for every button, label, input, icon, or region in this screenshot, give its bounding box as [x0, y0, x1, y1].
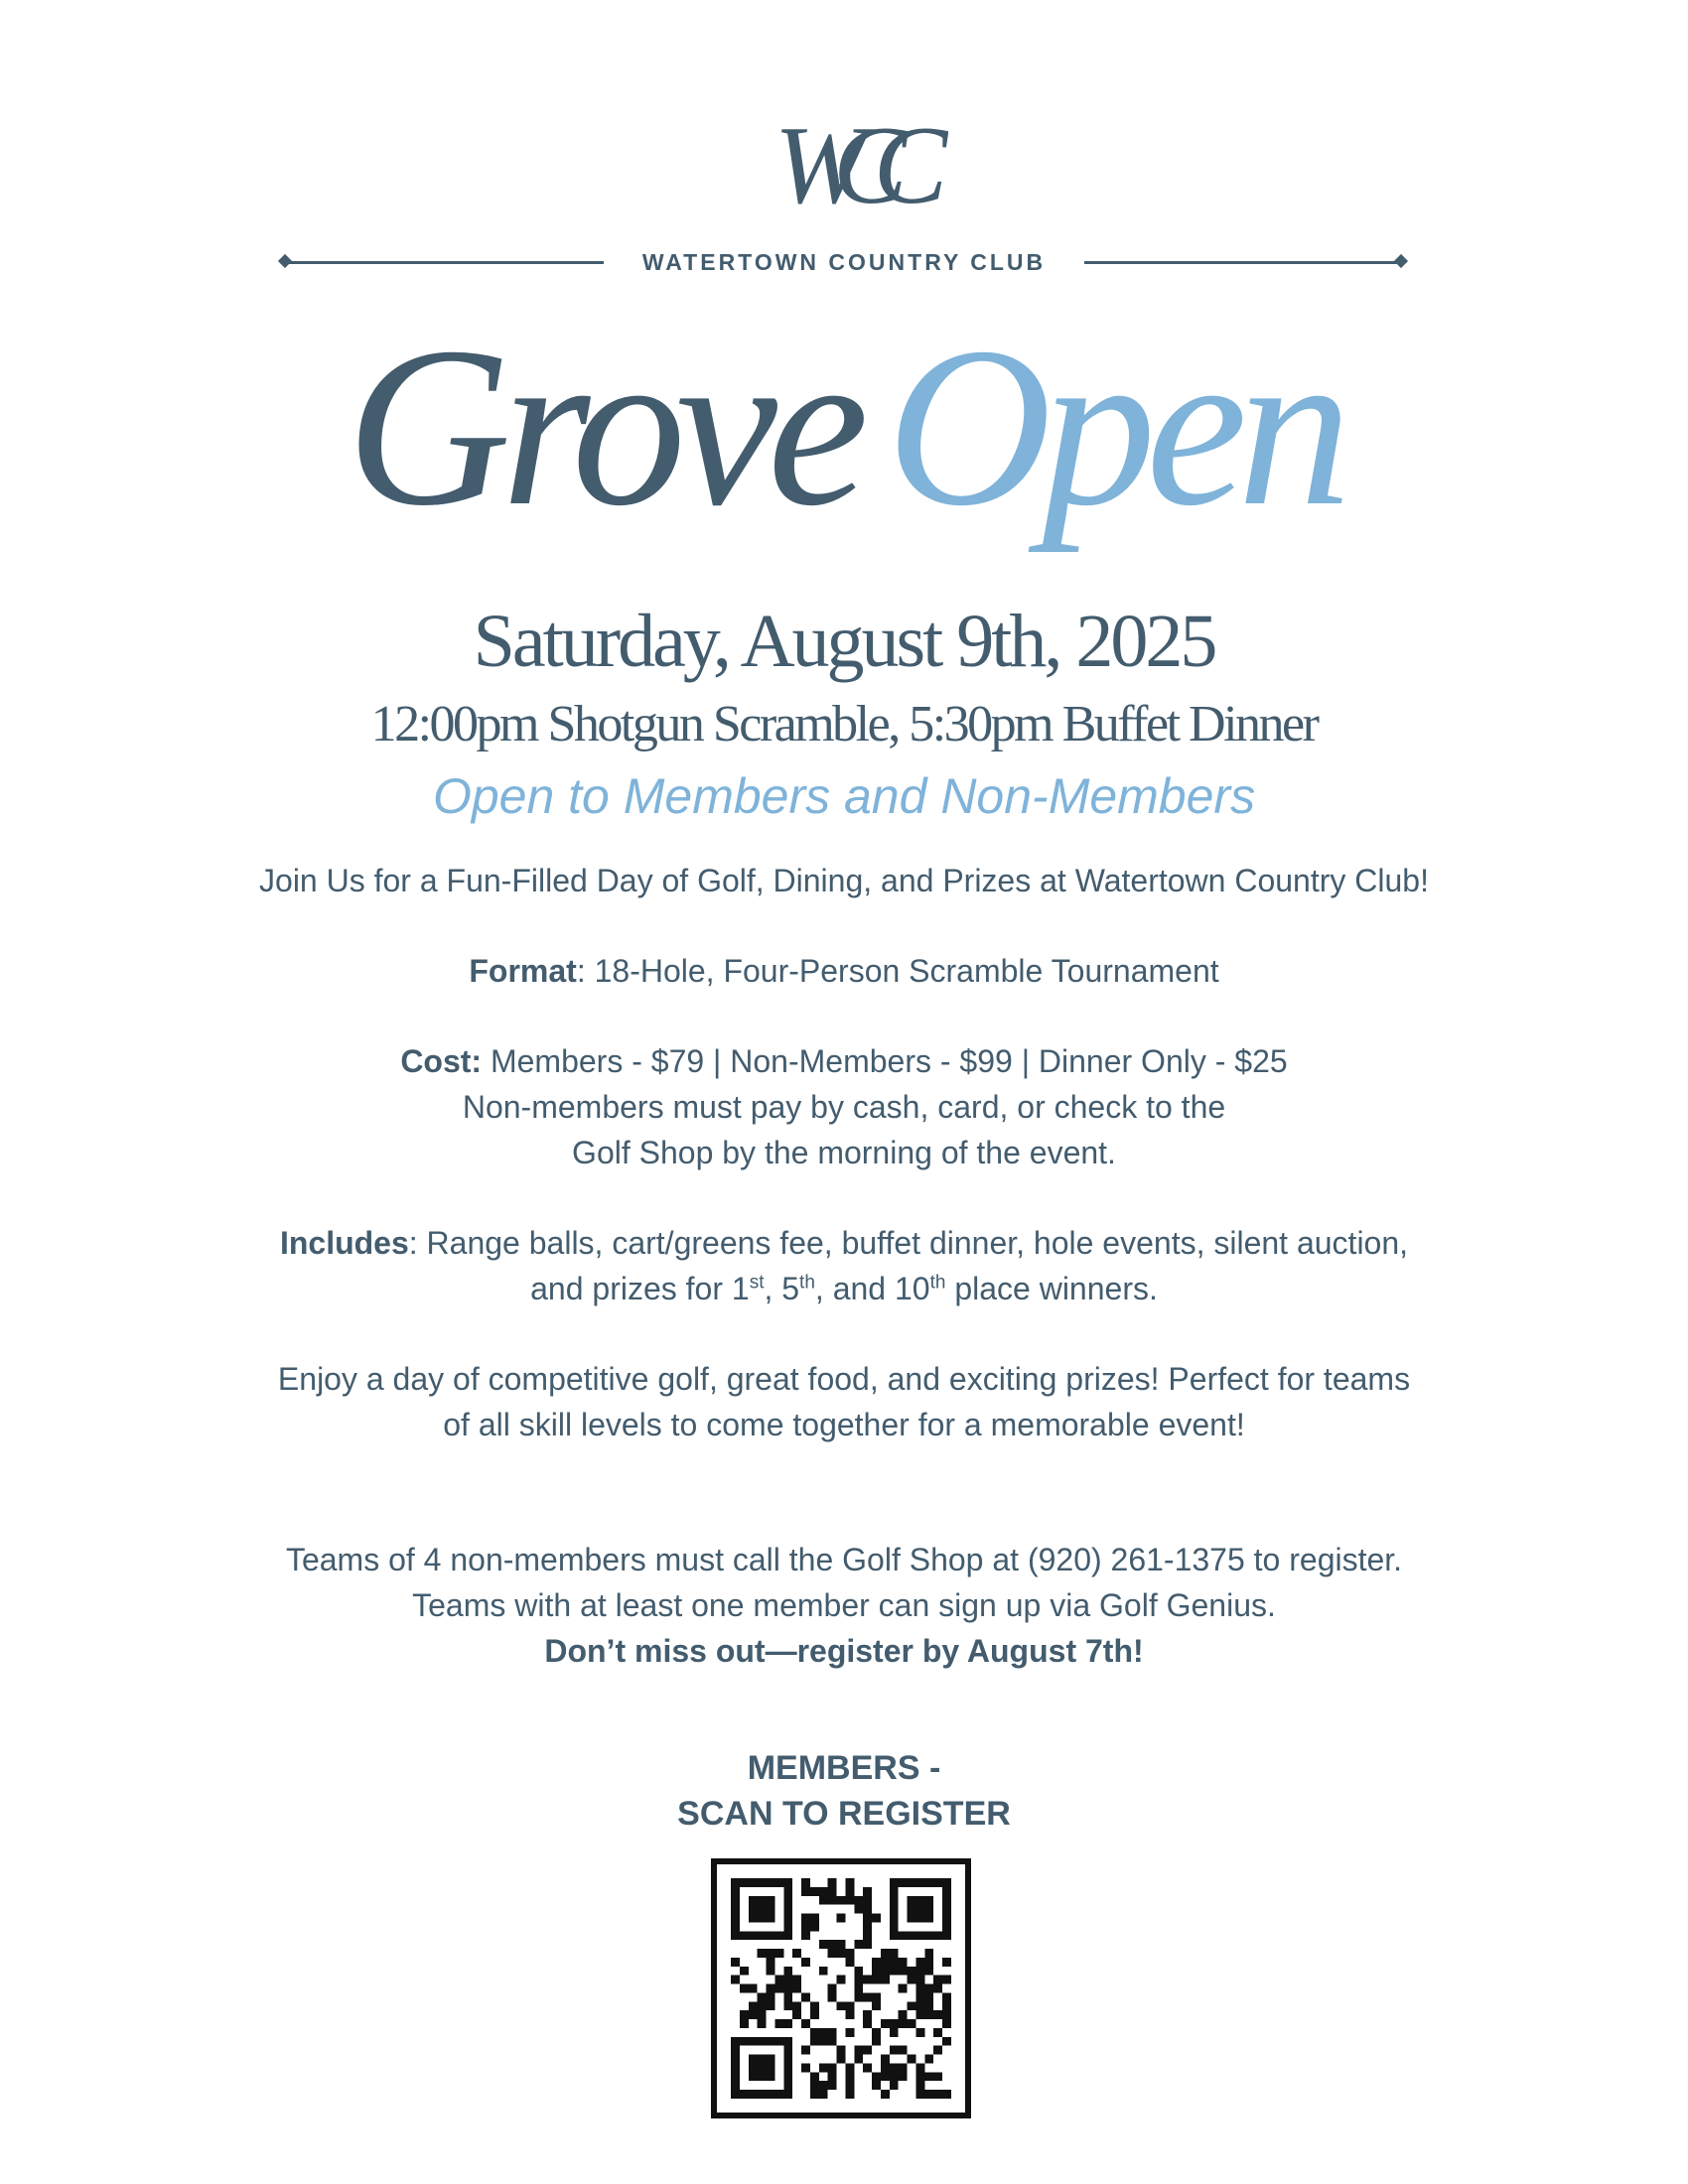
qr-module: [908, 1967, 916, 1976]
qr-module: [924, 2072, 933, 2081]
qr-module: [801, 1931, 810, 1940]
qr-module: [774, 1949, 783, 1958]
qr-module: [828, 2037, 837, 2046]
qr-module: [792, 2001, 801, 2010]
register-line2: Teams with at least one member can sign up via Golf Genius.: [412, 1587, 1276, 1623]
qr-module: [872, 2081, 881, 2090]
cost-note-line1: Non-members must pay by cash, card, or check to the: [462, 1089, 1226, 1125]
qr-module: [942, 2010, 951, 2019]
qr-module: [783, 2001, 792, 2010]
qr-module: [792, 2010, 801, 2019]
cta-line1: MEMBERS -: [747, 1749, 941, 1787]
qr-module: [915, 1984, 924, 1993]
qr-module: [933, 2028, 942, 2037]
qr-module: [767, 1984, 775, 1993]
qr-module: [758, 1992, 767, 2001]
qr-module: [767, 1992, 775, 2001]
qr-module: [740, 2010, 749, 2019]
qr-module: [890, 2028, 899, 2037]
qr-module: [828, 2081, 837, 2090]
qr-module: [890, 2063, 899, 2072]
qr-module: [908, 2001, 916, 2010]
qr-finder-center: [749, 1896, 775, 1923]
qr-module: [942, 2037, 951, 2046]
includes-prize-text: and prizes for 1: [530, 1271, 750, 1306]
qr-module: [749, 1984, 758, 1993]
qr-module: [828, 2063, 837, 2072]
qr-module: [774, 2019, 783, 2028]
qr-module: [854, 1940, 863, 1949]
includes-text: : Range balls, cart/greens fee, buffet dinner, hole events, silent auction,: [408, 1225, 1409, 1261]
qr-module: [758, 2019, 767, 2028]
qr-module: [872, 2001, 881, 2010]
qr-module: [854, 1905, 863, 1914]
qr-module: [881, 1976, 890, 1984]
qr-module: [749, 2001, 758, 2010]
qr-module: [908, 2019, 916, 2028]
qr-module: [881, 2055, 890, 2064]
qr-module: [845, 2010, 854, 2019]
divider-line-left: [286, 261, 604, 264]
qr-module: [837, 1976, 846, 1984]
qr-module: [783, 1976, 792, 1984]
format-label: Format: [469, 953, 577, 989]
qr-module: [801, 1878, 810, 1887]
qr-module: [837, 2001, 846, 2010]
qr-module: [828, 1992, 837, 2001]
qr-module: [872, 1976, 881, 1984]
qr-module: [810, 2072, 819, 2081]
qr-module: [908, 1976, 916, 1984]
qr-module: [845, 2090, 854, 2099]
qr-module: [933, 2090, 942, 2099]
qr-module: [810, 2001, 819, 2010]
qr-module: [837, 2055, 846, 2064]
qr-module: [845, 1958, 854, 1967]
qr-module: [854, 1896, 863, 1905]
qr-module: [924, 2055, 933, 2064]
qr-module: [872, 2037, 881, 2046]
qr-module: [924, 1949, 933, 1958]
qr-module: [915, 1992, 924, 2001]
format-line: [0, 948, 1688, 994]
qr-module: [881, 1958, 890, 1967]
members-scan-cta: [0, 1745, 1688, 1837]
ordinal-suffix: th: [799, 1272, 815, 1294]
qr-module: [828, 1984, 837, 1993]
qr-module: [810, 1922, 819, 1931]
qr-module: [942, 1976, 951, 1984]
qr-module: [828, 1878, 837, 1887]
qr-module: [837, 1914, 846, 1923]
qr-module: [819, 2028, 828, 2037]
qr-module: [774, 1984, 783, 1993]
qr-module: [749, 2010, 758, 2019]
qr-module: [915, 2090, 924, 2099]
event-eligibility: Open to Members and Non-Members: [432, 768, 1256, 824]
qr-module: [845, 2001, 854, 2010]
qr-module: [863, 1992, 872, 2001]
qr-module: [854, 1992, 863, 2001]
qr-module: [845, 1887, 854, 1896]
svg-text:WCC: WCC: [774, 104, 914, 220]
qr-module: [819, 1896, 828, 1905]
qr-module: [924, 1958, 933, 1967]
qr-module: [828, 1887, 837, 1896]
qr-module: [915, 2063, 924, 2072]
qr-module: [767, 2001, 775, 2010]
qr-module: [828, 1949, 837, 1958]
register-line1: Teams of 4 non-members must call the Golf Shop at (920) 261-1375 to register.: [285, 1542, 1403, 1577]
qr-module: [854, 1984, 863, 1993]
qr-module: [933, 2010, 942, 2019]
qr-module: [915, 2081, 924, 2090]
qr-module: [863, 1905, 872, 1914]
includes-line2: [0, 1266, 1688, 1311]
qr-module: [881, 2063, 890, 2072]
title-word-grove: Grove: [346, 300, 860, 553]
qr-module: [863, 1914, 872, 1923]
qr-module: [863, 2046, 872, 2055]
qr-module: [845, 1949, 854, 1958]
qr-module: [828, 1896, 837, 1905]
qr-module: [854, 2055, 863, 2064]
qr-module: [872, 1992, 881, 2001]
qr-module: [845, 2063, 854, 2072]
qr-module: [863, 1922, 872, 1931]
qr-module: [854, 2046, 863, 2055]
qr-module: [801, 1887, 810, 1896]
register-deadline: Don’t miss out—register by August 7th!: [544, 1633, 1144, 1669]
qr-module: [881, 1949, 890, 1958]
qr-module: [863, 1976, 872, 1984]
qr-module: [872, 1958, 881, 1967]
qr-module: [942, 2090, 951, 2099]
qr-module: [924, 2001, 933, 2010]
qr-module: [890, 1967, 899, 1976]
qr-module: [872, 1914, 881, 1923]
qr-module: [810, 2037, 819, 2046]
qr-module: [810, 1887, 819, 1896]
qr-module: [828, 2028, 837, 2037]
qr-module: [819, 2037, 828, 2046]
club-name-rule: [280, 250, 1408, 274]
qr-module: [819, 2081, 828, 2090]
qr-module: [942, 2019, 951, 2028]
qr-module: [845, 2072, 854, 2081]
qr-module: [801, 2063, 810, 2072]
qr-module: [783, 1967, 792, 1976]
qr-module: [863, 1896, 872, 1905]
qr-module: [915, 1967, 924, 1976]
qr-module: [933, 1984, 942, 1993]
qr-module: [915, 2028, 924, 2037]
qr-module: [915, 2001, 924, 2010]
qr-module: [845, 2081, 854, 2090]
qr-module: [890, 2072, 899, 2081]
qr-module: [819, 2090, 828, 2099]
cost-label: Cost:: [400, 1043, 483, 1079]
qr-module: [933, 2046, 942, 2055]
qr-module: [942, 2001, 951, 2010]
qr-module: [819, 1967, 828, 1976]
qr-module: [801, 1958, 810, 1967]
qr-module: [837, 2046, 846, 2055]
qr-module: [801, 1922, 810, 1931]
qr-module: [792, 1949, 801, 1958]
qr-module: [828, 1940, 837, 1949]
qr-module: [899, 1958, 908, 1967]
qr-module: [810, 2010, 819, 2019]
qr-module: [731, 1976, 740, 1984]
qr-module: [872, 2072, 881, 2081]
qr-module: [899, 2063, 908, 2072]
ordinal-suffix: st: [749, 1272, 765, 1294]
qr-module: [837, 1949, 846, 1958]
qr-module: [767, 1949, 775, 1958]
qr-module: [915, 2072, 924, 2081]
qr-module: [767, 1967, 775, 1976]
cta-line2: SCAN TO REGISTER: [677, 1795, 1011, 1833]
qr-module: [854, 1976, 863, 1984]
qr-module: [828, 2072, 837, 2081]
qr-module: [810, 2090, 819, 2099]
qr-module: [801, 1914, 810, 1923]
qr-module: [899, 1967, 908, 1976]
qr-module: [942, 1958, 951, 1967]
qr-module: [774, 1976, 783, 1984]
enjoy-line2: of all skill levels to come together for a memorable event!: [443, 1407, 1245, 1442]
qr-module: [933, 1976, 942, 1984]
title-word-open: Open: [887, 300, 1342, 553]
qr-module: [767, 1958, 775, 1967]
qr-module: [899, 1984, 908, 1993]
qr-module: [863, 2063, 872, 2072]
qr-finder-center: [908, 1896, 934, 1923]
qr-module: [810, 2081, 819, 2090]
qr-module: [881, 2019, 890, 2028]
qr-module: [845, 1896, 854, 1905]
qr-module: [915, 2010, 924, 2019]
qr-module: [837, 1940, 846, 1949]
monogram-icon: [740, 91, 948, 220]
event-times: 12:00pm Shotgun Scramble, 5:30pm Buffet Dinner: [370, 696, 1318, 752]
cost-note-line2: Golf Shop by the morning of the event.: [572, 1135, 1116, 1170]
enjoy-line1: Enjoy a day of competitive golf, great food, and exciting prizes! Perfect for teams: [277, 1361, 1411, 1397]
qr-module: [924, 2010, 933, 2019]
qr-module: [731, 1958, 740, 1967]
qr-module: [801, 1992, 810, 2001]
event-title: [0, 298, 1688, 556]
qr-module: [908, 2055, 916, 2064]
qr-module: [863, 1887, 872, 1896]
qr-module: [740, 2019, 749, 2028]
qr-module: [801, 2019, 810, 2028]
qr-module: [890, 2081, 899, 2090]
includes-label: Includes: [279, 1225, 409, 1261]
registration-qr-code[interactable]: [711, 1858, 971, 2118]
qr-module: [792, 1976, 801, 1984]
qr-module: [942, 1992, 951, 2001]
cost-text: Members - $79 | Non-Members - $99 | Dinner Only - $25: [482, 1043, 1288, 1079]
qr-module: [758, 2010, 767, 2019]
qr-module: [899, 2046, 908, 2055]
divider-line-right: [1084, 261, 1402, 264]
qr-module: [810, 2028, 819, 2037]
qr-module: [758, 2001, 767, 2010]
qr-module: [819, 1887, 828, 1896]
qr-module: [872, 2028, 881, 2037]
includes-prize-text: , and 10: [814, 1271, 930, 1306]
qr-module: [881, 2090, 890, 2099]
qr-module: [863, 1940, 872, 1949]
qr-module: [933, 2072, 942, 2081]
qr-module: [810, 1914, 819, 1923]
qr-module: [890, 2046, 899, 2055]
qr-module: [890, 2019, 899, 2028]
diamond-ornament-right: [1394, 254, 1408, 268]
qr-module: [890, 1958, 899, 1967]
qr-module: [899, 2010, 908, 2019]
qr-module: [924, 1992, 933, 2001]
qr-module: [783, 1984, 792, 1993]
qr-code-icon: [731, 1878, 951, 2099]
qr-module: [899, 2072, 908, 2081]
qr-module: [819, 1940, 828, 1949]
qr-module: [792, 1984, 801, 1993]
qr-module: [863, 2010, 872, 2019]
includes-prize-text: place winners.: [945, 1271, 1158, 1306]
qr-module: [899, 2019, 908, 2028]
qr-module: [837, 1896, 846, 1905]
format-text: : 18-Hole, Four-Person Scramble Tournament: [576, 953, 1219, 989]
wcc-monogram-logo: [740, 91, 948, 220]
event-date: Saturday, August 9th, 2025: [473, 600, 1215, 683]
qr-module: [863, 1931, 872, 1940]
qr-module: [881, 1967, 890, 1976]
qr-module: [740, 1984, 749, 1993]
qr-module: [915, 1976, 924, 1984]
qr-module: [863, 2019, 872, 2028]
qr-module: [740, 1967, 749, 1976]
qr-module: [924, 1984, 933, 1993]
qr-module: [890, 1949, 899, 1958]
intro-text: Join Us for a Fun-Filled Day of Golf, Dining, and Prizes at Watertown Country Club!: [259, 863, 1429, 898]
club-name: WATERTOWN COUNTRY CLUB: [641, 249, 1047, 275]
qr-module: [915, 1958, 924, 1967]
ordinal-suffix: th: [929, 1272, 946, 1294]
qr-module: [924, 1967, 933, 1976]
qr-module: [881, 2072, 890, 2081]
cost-line: [0, 1038, 1688, 1084]
qr-module: [783, 1992, 792, 2001]
qr-module: [854, 1967, 863, 1976]
qr-module: [801, 2046, 810, 2055]
qr-module: [845, 1878, 854, 1887]
includes-prize-text: , 5: [764, 1271, 800, 1306]
qr-module: [872, 1967, 881, 1976]
qr-module: [819, 2063, 828, 2072]
qr-module: [845, 2028, 854, 2037]
qr-finder-center: [749, 2055, 775, 2082]
includes-line: [0, 1220, 1688, 1266]
qr-module: [924, 2090, 933, 2099]
qr-module: [758, 1949, 767, 1958]
qr-module: [783, 2019, 792, 2028]
